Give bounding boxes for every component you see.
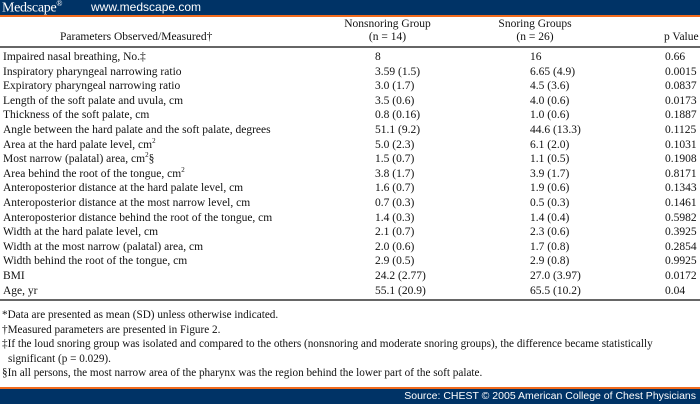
registered-mark: ® (56, 0, 63, 8)
footer-bar (0, 387, 700, 404)
header-bar (0, 0, 700, 17)
table-row (0, 254, 700, 269)
cell-parameter (3, 138, 156, 153)
col-header-nonsnoring-label: Nonsnoring Group (344, 18, 431, 30)
col-header-parameters: Parameters Observed/Measured† (60, 31, 213, 43)
cell-parameter (3, 79, 180, 94)
table-row (0, 94, 700, 109)
cell-snoring: 2.9 (0.8) (530, 255, 570, 268)
cell-nonsnoring: 2.1 (0.7) (375, 226, 415, 239)
parameter-label: Anteroposterior distance at the most narrow level, cm (3, 196, 251, 209)
parameter-label: Anteroposterior distance behind the root of the tongue, cm (3, 211, 273, 224)
cell-p-value: 0.1125 (665, 123, 697, 136)
table-row (0, 138, 700, 153)
cell-parameter (3, 269, 25, 284)
cell-parameter (3, 65, 182, 80)
col-header-snoring-label: Snoring Groups (498, 18, 572, 30)
cell-p-value: 0.1031 (665, 138, 697, 151)
parameter-label: Anteroposterior distance at the hard palate level, cm (3, 182, 244, 195)
cell-nonsnoring: 2.0 (0.6) (375, 240, 415, 253)
parameter-label: Width behind the root of the tongue, cm (3, 255, 188, 268)
cell-parameter (3, 108, 149, 123)
cell-p-value: 0.9925 (665, 255, 697, 268)
cell-nonsnoring: 1.6 (0.7) (375, 182, 415, 195)
cell-p-value: 0.3925 (665, 226, 697, 239)
cell-snoring: 4.5 (3.6) (530, 80, 570, 93)
cell-p-value: 0.0173 (665, 94, 697, 107)
cell-nonsnoring: 3.8 (1.7) (375, 167, 415, 180)
table-row (0, 167, 700, 182)
cell-snoring: 0.5 (0.3) (530, 196, 570, 209)
footnote-section: §In all persons, the most narrow area of the pharynx was the region behind the lower part of the soft palate. (2, 367, 483, 380)
table-row (0, 50, 700, 65)
cell-p-value: 0.5982 (665, 211, 697, 224)
cell-snoring: 1.4 (0.4) (530, 211, 570, 224)
col-header-nonsnoring (330, 18, 445, 44)
cell-p-value: 0.0837 (665, 80, 697, 93)
cell-parameter (3, 181, 243, 196)
cell-nonsnoring: 8 (375, 51, 381, 63)
cell-snoring: 1.1 (0.5) (530, 153, 570, 166)
footnote-mark: § (148, 153, 155, 166)
cell-nonsnoring: 24.2 (2.77) (375, 269, 426, 282)
parameter-label: Angle between the hard palate and the soft palate, degrees (3, 123, 271, 136)
parameter-label: Area behind the root of the tongue, cm (3, 167, 182, 180)
table-row (0, 269, 700, 284)
table-row (0, 65, 700, 80)
cell-snoring: 2.3 (0.6) (530, 226, 570, 239)
footnote-dagger: †Measured parameters are presented in Figure 2. (2, 323, 221, 336)
parameter-label: Width at the hard palate level, cm (3, 226, 159, 239)
cell-parameter (3, 94, 183, 109)
table-row (0, 240, 700, 255)
table-row (0, 108, 700, 123)
cell-parameter (3, 211, 272, 226)
cell-nonsnoring: 3.5 (0.6) (375, 94, 415, 107)
superscript: 2 (145, 151, 149, 160)
data-table (0, 17, 700, 301)
cell-p-value: 0.2854 (665, 240, 697, 253)
table-row (0, 225, 700, 240)
cell-parameter (3, 152, 154, 167)
cell-p-value: 0.0015 (665, 65, 697, 78)
footnote-asterisk: *Data are presented as mean (SD) unless otherwise indicated. (2, 309, 279, 321)
cell-nonsnoring: 5.0 (2.3) (375, 138, 415, 151)
parameter-label: Age, yr (3, 284, 38, 297)
cell-parameter (3, 254, 187, 269)
cell-snoring: 6.65 (4.9) (530, 65, 576, 78)
cell-nonsnoring: 3.0 (1.7) (375, 80, 415, 93)
table-row (0, 181, 700, 196)
footnote-double-dagger-cont: significant (p = 0.029). (8, 352, 111, 365)
site-url[interactable]: www.medscape.com (91, 0, 202, 14)
cell-parameter (3, 196, 250, 211)
col-header-snoring (485, 18, 585, 44)
table-row (0, 152, 700, 167)
cell-nonsnoring: 0.8 (0.16) (375, 109, 421, 122)
cell-snoring: 3.9 (1.7) (530, 167, 570, 180)
parameter-label: Length of the soft palate and uvula, cm (3, 94, 184, 107)
cell-p-value: 0.8171 (665, 167, 697, 180)
parameter-label: Most narrow (palatal) area, cm (3, 153, 146, 166)
cell-parameter (3, 123, 271, 138)
table-body (0, 48, 700, 301)
cell-snoring: 1.0 (0.6) (530, 109, 570, 122)
cell-snoring: 65.5 (10.2) (530, 284, 581, 297)
footnotes (2, 308, 700, 381)
col-header-snoring-n: (n = 26) (516, 31, 554, 43)
col-header-p-value: p Value (664, 31, 699, 43)
cell-snoring: 27.0 (3.97) (530, 269, 581, 282)
table-row (0, 211, 700, 226)
cell-nonsnoring: 3.59 (1.5) (375, 65, 421, 78)
cell-nonsnoring: 1.5 (0.7) (375, 153, 415, 166)
superscript: 2 (181, 165, 185, 174)
parameter-label: Expiratory pharyngeal narrowing ratio (3, 80, 181, 93)
col-header-nonsnoring-n: (n = 14) (368, 31, 407, 43)
parameter-label: Width at the most narrow (palatal) area, cm (3, 240, 204, 253)
table-row (0, 123, 700, 138)
cell-parameter (3, 50, 146, 65)
table-header (0, 17, 700, 48)
cell-snoring: 6.1 (2.0) (530, 138, 570, 151)
cell-parameter (3, 167, 185, 182)
cell-p-value: 0.1461 (665, 196, 697, 209)
parameter-label: Thickness of the soft palate, cm (3, 109, 150, 122)
cell-snoring: 44.6 (13.3) (530, 123, 581, 136)
footnote-double-dagger: ‡If the loud snoring group was isolated and compared to the others (nonsnoring and moderate snoring groups), the difference became statistically (2, 338, 653, 351)
cell-nonsnoring: 51.1 (9.2) (375, 123, 421, 136)
superscript: 2 (152, 136, 156, 145)
cell-snoring: 4.0 (0.6) (530, 94, 570, 107)
cell-snoring: 1.7 (0.8) (530, 240, 570, 253)
cell-nonsnoring: 55.1 (20.9) (375, 284, 426, 297)
cell-p-value: 0.0172 (665, 269, 697, 282)
parameter-label: BMI (3, 269, 25, 282)
table-row (0, 196, 700, 211)
cell-p-value: 0.1887 (665, 109, 697, 122)
cell-parameter (3, 240, 203, 255)
cell-parameter (3, 284, 38, 299)
cell-p-value: 0.66 (665, 51, 686, 63)
cell-p-value: 0.1908 (665, 153, 697, 166)
cell-nonsnoring: 0.7 (0.3) (375, 196, 415, 209)
table-row (0, 79, 700, 94)
parameter-label: Area at the hard palate level, cm (3, 138, 153, 151)
brand-name: Medscape (2, 0, 57, 16)
parameter-label: Inspiratory pharyngeal narrowing ratio (3, 65, 182, 78)
parameter-label: Impaired nasal breathing, No.‡ (3, 51, 146, 63)
cell-snoring: 16 (530, 51, 542, 63)
cell-parameter (3, 225, 158, 240)
medscape-logo (2, 0, 62, 17)
cell-p-value: 0.1343 (665, 182, 697, 195)
cell-snoring: 1.9 (0.6) (530, 182, 570, 195)
cell-p-value: 0.04 (665, 284, 686, 297)
cell-nonsnoring: 2.9 (0.5) (375, 255, 415, 268)
source-credit: Source: CHEST © 2005 American College of Chest Physicians (404, 390, 696, 402)
table-row (0, 284, 700, 299)
cell-nonsnoring: 1.4 (0.3) (375, 211, 415, 224)
